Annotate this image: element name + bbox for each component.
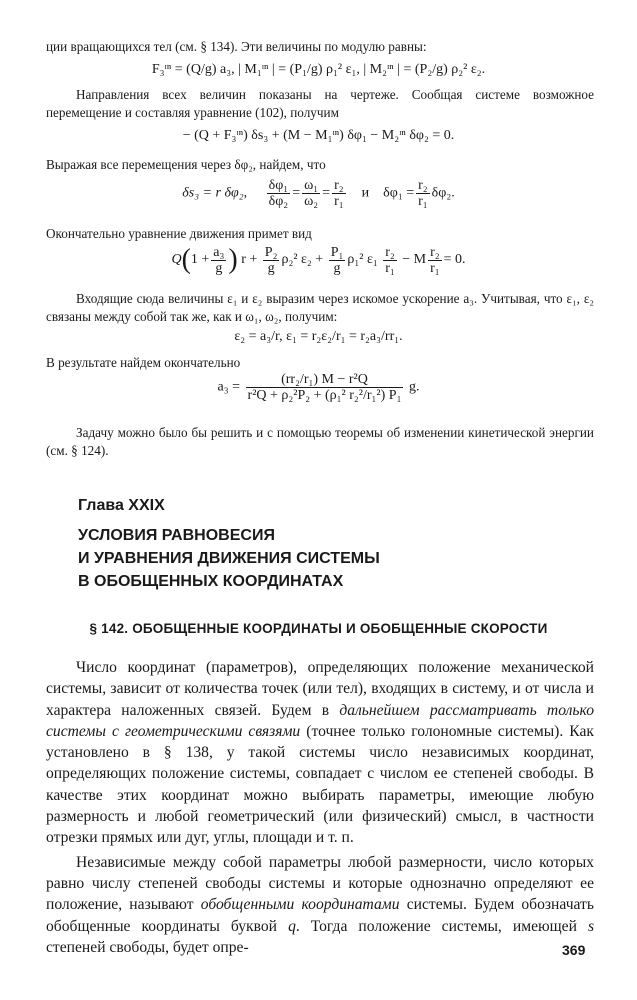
chapter-label: Глава XXIX xyxy=(78,497,165,514)
body-paragraph-2 xyxy=(46,852,594,958)
text-span: (точнее только голономные системы). Как установлено в § 138, у такой системы число независимых координат, определяющих положение системы, совпадает с числом ее степеней свободы. В качестве этих координат можно выбирать параметры, имеющие любую размерность и любой геометрический (или физический) смысл, в частности отрезки прямых или дуг, углы, площади и т. п. xyxy=(46,722,594,847)
denominator: δφ₂ xyxy=(268,194,289,209)
denominator: r₁ xyxy=(430,260,440,276)
eq4-r: r + xyxy=(241,252,258,268)
eq3-part-c: δφ₂. xyxy=(431,185,455,201)
chapter-title-line: УСЛОВИЯ РАВНОВЕСИЯ xyxy=(78,527,275,544)
paren-open: ( xyxy=(181,244,191,275)
denominator: ω₂ xyxy=(304,194,319,209)
fraction xyxy=(246,372,404,403)
denominator: r₁ xyxy=(418,194,428,209)
denominator: g xyxy=(215,260,223,276)
equation-virtual-work: − (Q + F₃ᶦⁿ) δs₃ + (M − M₁ᶦⁿ) δφ₁ − M₂ᶦⁿ δφ₂ = 0. xyxy=(182,128,455,143)
chapter-title-line: В ОБОБЩЕННЫХ КООРДИНАТАХ xyxy=(78,573,344,590)
equation-acceleration xyxy=(0,372,637,403)
denominator: r²Q + ρ₂²P₂ + (ρ₁² r₂²/r₁²) P₁ xyxy=(247,388,402,403)
text-span: Независимые между собой параметры любой размерности, число которых равно числу степеней свободы системы и которые однозначно определяют ее положение, называют xyxy=(46,853,594,914)
eq4-end: = 0. xyxy=(443,252,466,268)
section-heading: § 142. ОБОБЩЕННЫЕ КООРДИНАТЫ И ОБОБЩЕННЫЕ СКОРОСТИ xyxy=(89,621,548,636)
text-line-intro: ции вращающихся тел (см. § 134). Эти величины по модулю равны: xyxy=(46,39,427,54)
fraction xyxy=(416,178,430,209)
eq4-one: 1 + xyxy=(190,252,210,268)
numerator: P₂ xyxy=(264,244,278,260)
denominator: g xyxy=(267,260,275,276)
numerator: P₁ xyxy=(330,244,344,260)
equation-epsilon: ε₂ = a₃/r, ε₁ = r₂ε₂/r₁ = r₂a₃/rr₁. xyxy=(234,329,403,344)
eq3-and: и xyxy=(361,185,370,201)
equation-motion xyxy=(0,244,637,276)
text-span: степеней свободы, будет опре- xyxy=(46,938,249,956)
paragraph-express: Выражая все перемещения через δφ₂, найдем, что xyxy=(46,157,326,172)
numerator: r₂ xyxy=(418,178,428,193)
equation-displacements: δs₃ = r δφ₂, $\frac{\text{δφ₁}}{\text{δφ₂}}$ = $\frac{\text{ω₁}}{\text{ω₂}}$ = $\frac{\text{r₂}}{\text{r₁}}$ и δφ₁ = $\frac{\text{r₂}}{\text{r₁}}$ δφ₂. xyxy=(182,178,455,209)
emphasis-text: дальнейшем рассматривать только системы с геометрическими связями xyxy=(46,701,594,740)
paragraph-directions: Направления всех величин показаны на чертеже. Сообщая системе возможное перемещение и составляя уравнение (102), получим xyxy=(46,87,594,120)
symbol-q: q xyxy=(288,917,296,935)
eq3-part-b: δφ₁ = xyxy=(383,185,415,201)
fraction xyxy=(302,178,320,209)
fraction xyxy=(211,245,226,276)
eq4-m: − M xyxy=(402,252,427,268)
numerator: a₃ xyxy=(213,244,225,260)
eq4-term3: ρ₁² ε₁ xyxy=(347,252,378,268)
paren-close: ) xyxy=(228,244,238,275)
page-number: 369 xyxy=(562,942,586,958)
numerator: r₂ xyxy=(334,178,344,193)
numerator: ω₁ xyxy=(304,178,319,193)
paragraph-kinetic-energy: Задачу можно было бы решить и с помощью теоремы об изменении кинетической энергии (см. § 124). xyxy=(46,425,594,458)
fraction xyxy=(267,178,291,209)
paragraph-result: В результате найдем окончательно xyxy=(46,355,241,370)
paragraph-express-epsilon: Входящие сюда величины ε₁ и ε₂ выразим через искомое ускорение a₃. Учитывая, что ε₁, ε₂ связаны между собой так же, как и ω₁, ω₂, получим: xyxy=(46,291,594,324)
chapter-title xyxy=(78,524,380,593)
symbol-s: s xyxy=(587,917,595,935)
denominator: r₁ xyxy=(334,194,344,209)
fraction xyxy=(383,245,397,276)
denominator: r₁ xyxy=(385,260,395,276)
eq4-q: Q xyxy=(171,252,182,268)
text-span: Число координат (параметров), определяющих положение механической системы, зависит от количества точек (или тел), входящих в систему, и от числа и характера наложенных связей. Будем в xyxy=(46,659,594,719)
emphasis-text: обобщенными координатами xyxy=(200,896,400,914)
text-span: . Тогда положение системы, имеющей xyxy=(295,917,588,935)
fraction xyxy=(332,178,346,209)
fraction xyxy=(329,245,346,276)
eq4-term2: ρ₂² ε₂ + xyxy=(281,252,324,268)
chapter-title-line: И УРАВНЕНИЯ ДВИЖЕНИЯ СИСТЕМЫ xyxy=(78,550,380,567)
denominator: g xyxy=(333,260,341,276)
numerator: (rr₂/r₁) M − r²Q xyxy=(246,372,404,388)
paragraph-final-equation: Окончательно уравнение движения примет вид xyxy=(46,226,312,241)
numerator: r₂ xyxy=(430,244,440,260)
body-paragraph-1 xyxy=(46,657,594,849)
numerator: δφ₁ xyxy=(268,178,289,193)
fraction xyxy=(428,245,442,276)
eq3-part-a: δs₃ = r δφ₂, xyxy=(182,185,248,201)
equation-inertia-forces: F₃ᶦⁿ = (Q/g) a₃, | M₁ᶦⁿ | = (P₁/g) ρ₁² ε₁, | M₂ᶦⁿ | = (P₂/g) ρ₂² ε₂. xyxy=(151,62,486,77)
fraction xyxy=(263,245,280,276)
eq6-end: g. xyxy=(408,379,420,395)
eq6-lhs: a₃ = xyxy=(217,379,241,395)
numerator: r₂ xyxy=(385,244,395,260)
text-span: системы. Будем обозначать обобщенные координаты буквой xyxy=(46,896,594,935)
section-body xyxy=(46,657,594,958)
